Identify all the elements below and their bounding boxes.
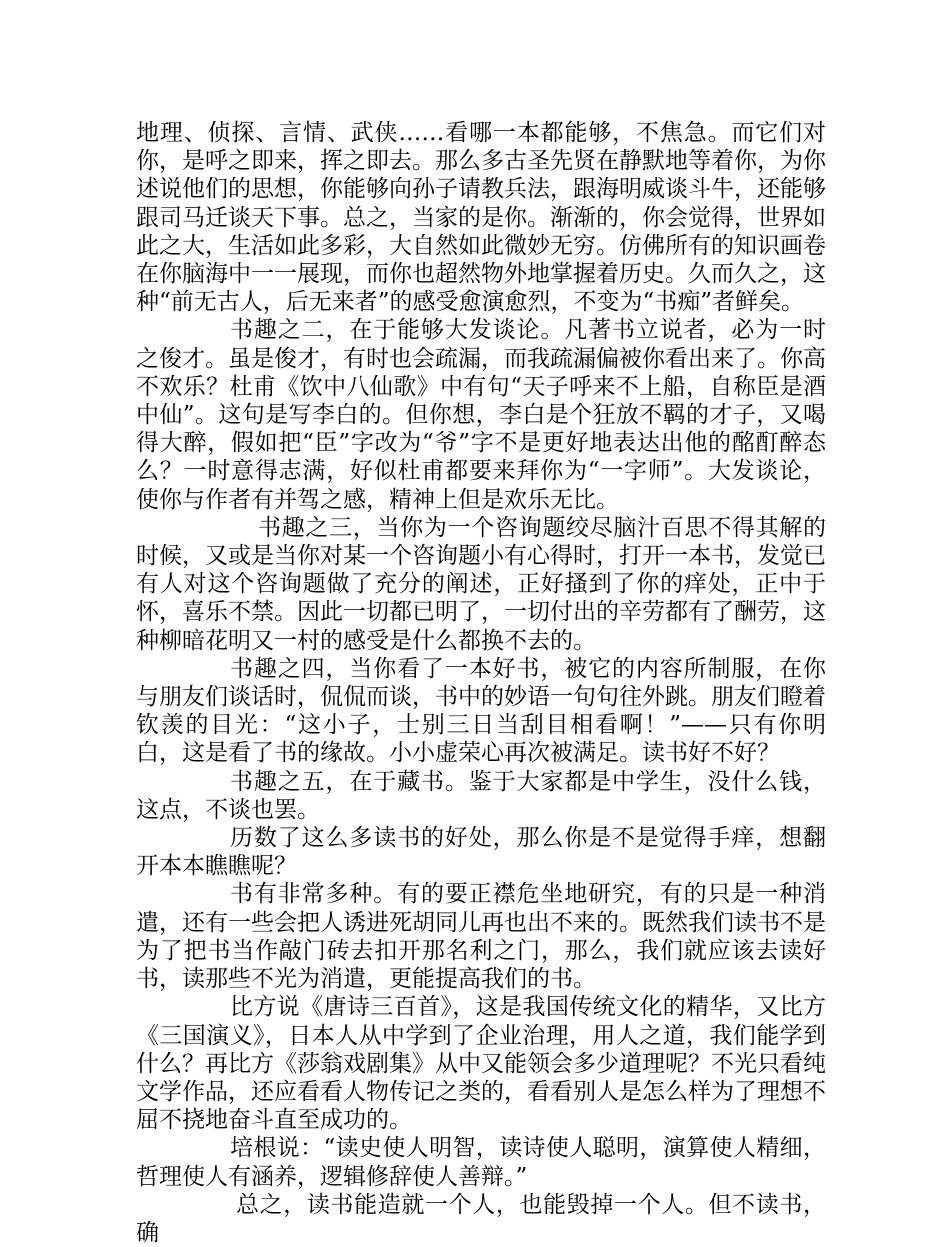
paragraph-10: 总之，读书能造就一个人，也能毁掉一个人。但不读书，确 xyxy=(136,1191,826,1246)
paragraph-3: 书趣之三，当你为一个咨询题绞尽脑汁百思不得其解的时候，又或是当你对某一个咨询题小有心得时，打开一本书，发觉已有人对这个咨询题做了充分的阐述，正好搔到了你的痒处，正中于怀，喜乐不禁。因此一切都已明了，一切付出的辛劳都有了酬劳，这种柳暗花明又一村的感受是什么都换不去的。 xyxy=(136,514,826,654)
paragraph-7: 书有非常多种。有的要正襟危坐地研究，有的只是一种消遣，还有一些会把人诱进死胡同儿再也出不来的。既然我们读书不是为了把书当作敲门砖去扣开那名利之门，那么，我们就应该去读好书，读那些不光为消遣，更能提高我们的书。 xyxy=(136,881,826,993)
paragraph-2: 书趣之二，在于能够大发谈论。凡著书立说者，必为一时之俊才。虽是俊才，有时也会疏漏，而我疏漏偏被你看出来了。你高不欢乐？杜甫《饮中八仙歌》中有句“天子呼来不上船，自称臣是酒中仙”。这句是写李白的。但你想，李白是个狂放不羁的才子，又喝得大醉，假如把“臣”字改为“爷”字不是更好地表达出他的酩酊醉态么？一时意得志满，好似杜甫都要来拜你为“一字师”。大发谈论，使你与作者有并驾之感，精神上但是欢乐无比。 xyxy=(136,317,826,513)
paragraph-6: 历数了这么多读书的好处，那么你是不是觉得手痒，想翻开本本瞧瞧呢？ xyxy=(136,825,826,880)
paragraph-9: 培根说：“读史使人明智，读诗使人聪明，演算使人精细，哲理使人有涵养，逻辑修辞使人善辩。” xyxy=(136,1135,826,1190)
paragraph-8: 比方说《唐诗三百首》，这是我国传统文化的精华，又比方《三国演义》，日本人从中学到了企业治理，用人之道，我们能学到什么？再比方《莎翁戏剧集》从中又能领会多少道理呢？不光只看纯文学作品，还应看看人物传记之类的，看看别人是怎么样为了理想不屈不挠地奋斗直至成功的。 xyxy=(136,994,826,1134)
paragraph-5: 书趣之五，在于藏书。鉴于大家都是中学生，没什么钱，这点，不谈也罢。 xyxy=(136,768,826,823)
paragraph-4: 书趣之四，当你看了一本好书，被它的内容所制服，在你与朋友们谈话时，侃侃而谈，书中的妙语一句句往外跳。朋友们瞪着钦羡的目光：“这小子，士别三日当刮目相看啊！”——只有你明白，这是看了书的缘故。小小虚荣心再次被满足。读书好不好？ xyxy=(136,655,826,767)
paragraph-1: 地理、侦探、言情、武侠……看哪一本都能够，不焦急。而它们对你，是呼之即来，挥之即去。那么多古圣先贤在静默地等着你，为你述说他们的思想，你能够向孙子请教兵法，跟海明威谈斗牛，还能够跟司马迁谈天下事。总之，当家的是你。渐渐的，你会觉得，世界如此之大，生活如此多彩，大自然如此微妙无穷。仿佛所有的知识画卷在你脑海中一一展现，而你也超然物外地掌握着历史。久而久之，这种“前无古人，后无来者”的感受愈演愈烈，不变为“书痴”者鲜矣。 xyxy=(136,120,826,316)
document-page xyxy=(136,119,826,1247)
